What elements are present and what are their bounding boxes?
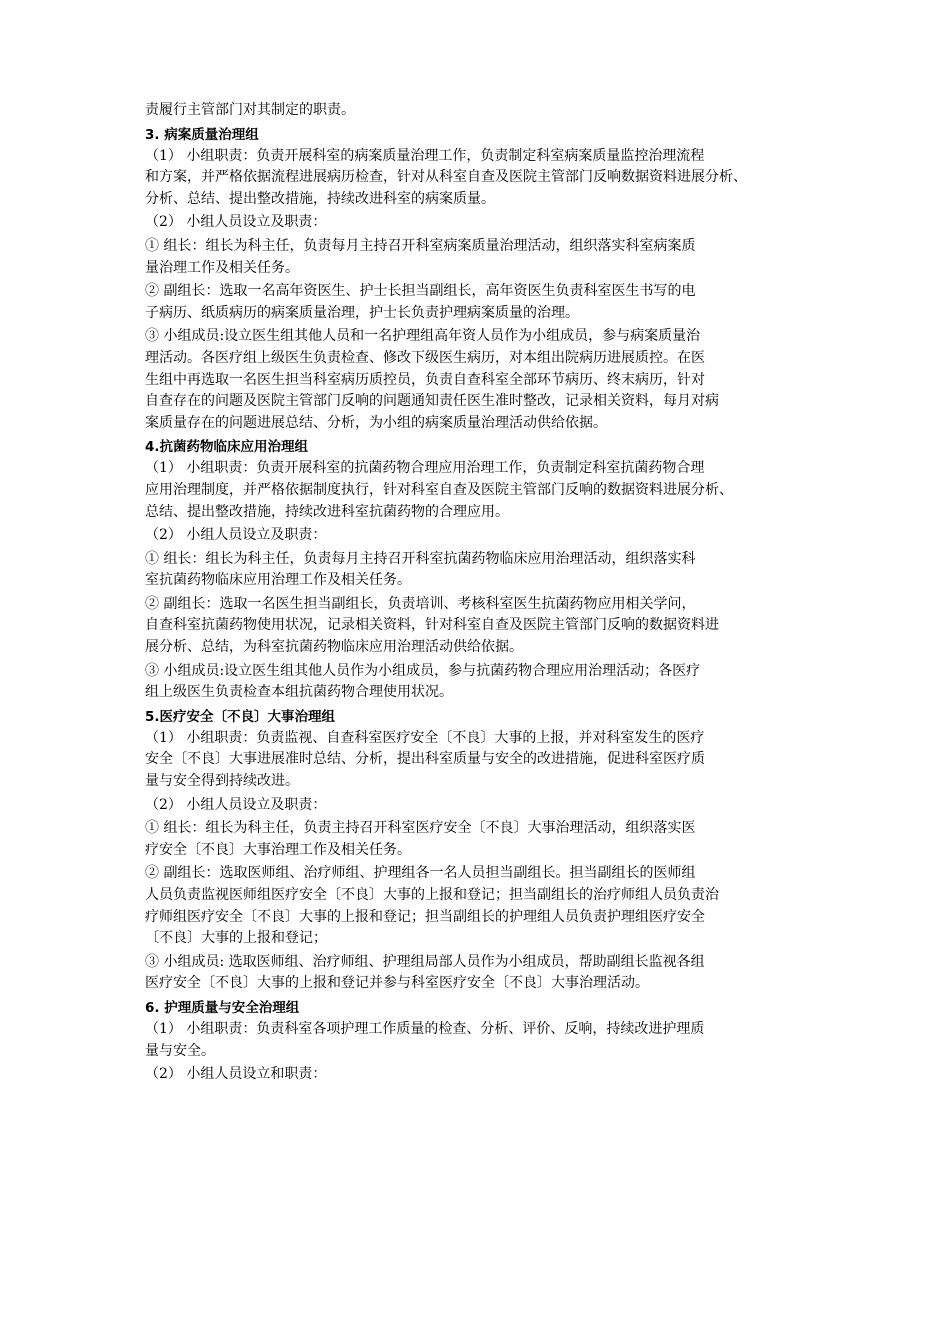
- paragraph: [145, 1019, 815, 1062]
- text-line: 量治理工作及相关任务。: [145, 259, 299, 276]
- text-line: （2） 小组人员设立及职责：: [145, 796, 327, 813]
- section: [145, 436, 815, 704]
- text-line: 量与安全。: [145, 1042, 215, 1059]
- text-line: （2） 小组人员设立和职责：: [145, 1066, 327, 1083]
- text-line: 自查科室抗菌药物使用状况，记录相关资料，针对科室自查及医院主管部门反响的数据资料进: [145, 617, 719, 634]
- document-body: [145, 100, 815, 1086]
- paragraph: [145, 326, 815, 434]
- section-heading: 4.抗菌药物临床应用治理组: [145, 439, 309, 456]
- text-line: 疗师组医疗安全〔不良〕大事的上报和登记；担当副组长的护理组人员负责护理组医疗安全: [145, 908, 705, 925]
- text-line: 安全〔不良〕大事进展准时总结、分析，提出科室质量与安全的改进措施，促进科室医疗质: [145, 751, 705, 768]
- paragraph: [145, 661, 815, 704]
- paragraph: [145, 818, 815, 861]
- text-line: 量与安全得到持续改进。: [145, 773, 299, 790]
- section: [145, 706, 815, 995]
- paragraph: [145, 146, 815, 211]
- paragraph: [145, 594, 815, 659]
- section: [145, 997, 815, 1086]
- text-line: （2） 小组人员设立及职责：: [145, 214, 327, 231]
- paragraph: [145, 458, 815, 523]
- text-line: ② 副组长：选取一名医生担当副组长，负责培训、考核科室医生抗菌药物应用相关学问，: [145, 595, 696, 612]
- text-line: ① 组长：组长为科主任，负责每月主持召开科室抗菌药物临床应用治理活动，组织落实科: [145, 550, 696, 567]
- text-line: （1） 小组职责：负责开展科室的抗菌药物合理应用治理工作，负责制定科室抗菌药物合理: [145, 460, 705, 477]
- paragraph: [145, 952, 815, 995]
- text-line: 人员负责监视医师组医疗安全〔不良〕大事的上报和登记；担当副组长的治疗师组人员负责治: [145, 887, 719, 903]
- paragraph: [145, 236, 815, 279]
- text-line: 和方案，并严格依据流程进展病历检查，针对从科室自查及医院主管部门反响数据资料进展分析、: [145, 169, 747, 186]
- text-line: ① 组长：组长为科主任，负责每月主持召开科室病案质量治理活动，组织落实科室病案质: [145, 237, 696, 254]
- text-line: 生组中再选取一名医生担当科室病历质控员，负责自查科室全部环节病历、终末病历，针对: [145, 371, 705, 388]
- text-line: ② 副组长：选取医师组、治疗师组、护理组各一名人员担当副组长。担当副组长的医师组: [145, 865, 696, 882]
- text-line: ① 组长：组长为科主任，负责主持召开科室医疗安全〔不良〕大事治理活动，组织落实医: [145, 820, 696, 837]
- text-line: 理活动。各医疗组上级医生负责检查、修改下级医生病历，对本组出院病历进展质控。在医: [145, 349, 705, 366]
- paragraph: [145, 795, 815, 817]
- text-line: 医疗安全〔不良〕大事的上报和登记并参与科室医疗安全〔不良〕大事治理活动。: [145, 975, 649, 992]
- text-line: （1） 小组职责：负责科室各项护理工作质量的检查、分析、评价、反响，持续改进护理质: [145, 1020, 705, 1037]
- section-heading: 3. 病案质量治理组: [145, 126, 259, 143]
- text-line: 自查存在的问题及医院主管部门反响的问题通知责任医生准时整改，记录相关资料，每月对病: [145, 393, 719, 410]
- text-line: 疗安全〔不良〕大事治理工作及相关任务。: [145, 841, 411, 858]
- text-line: 责履行主管部门对其制定的职责。: [145, 102, 355, 118]
- text-line: （1） 小组职责：负责开展科室的病案质量治理工作，负责制定科室病案质量监控治理流程: [145, 147, 705, 164]
- paragraph: [145, 728, 815, 793]
- text-line: 室抗菌药物临床应用治理工作及相关任务。: [145, 572, 411, 589]
- text-line: ③ 小组成员: 选取医师组、治疗师组、护理组局部人员作为小组成员，帮助副组长监视各组: [145, 953, 705, 970]
- text-line: ③ 小组成员:设立医生组其他人员作为小组成员，参与抗菌药物合理应用治理活动；各医疗: [145, 662, 701, 679]
- paragraph: [145, 1064, 815, 1086]
- text-line: 〔不良〕大事的上报和登记；: [145, 930, 327, 947]
- paragraph: [145, 549, 815, 592]
- text-line: 应用治理制度，并严格依据制度执行，针对科室自查及医院主管部门反响的数据资料进展分析、: [145, 481, 733, 498]
- section-heading: 5.医疗安全〔不良〕大事治理组: [145, 708, 336, 725]
- paragraph: [145, 212, 815, 234]
- text-line: （2） 小组人员设立及职责：: [145, 527, 327, 544]
- text-line: （1） 小组职责：负责监视、自查科室医疗安全〔不良〕大事的上报，并对科室发生的医疗: [145, 729, 705, 746]
- text-line: 子病历、纸质病历的病案质量治理，护士长负责护理病案质量的治理。: [145, 304, 579, 321]
- document-page: [145, 100, 815, 1088]
- text-line: ③ 小组成员:设立医生组其他人员和一名护理组高年资人员作为小组成员，参与病案质量治: [145, 328, 701, 345]
- text-line: ② 副组长：选取一名高年资医生、护士长担当副组长，高年资医生负责科室医生书写的电: [145, 283, 696, 300]
- section: [145, 124, 815, 435]
- paragraph: [145, 863, 815, 949]
- text-line: 分析、总结、提出整改措施，持续改进科室的病案质量。: [145, 190, 495, 207]
- paragraph: [145, 281, 815, 324]
- text-line: 总结、提出整改措施，持续改进科室抗菌药物的合理应用。: [145, 503, 509, 520]
- text-line: 组上级医生负责检查本组抗菌药物合理使用状况。: [145, 684, 453, 701]
- text-line: 案质量存在的问题进展总结、分析，为小组的病案质量治理活动供给依据。: [145, 414, 607, 431]
- intro-paragraph: [145, 100, 815, 122]
- paragraph: [145, 525, 815, 547]
- section-heading: 6. 护理质量与安全治理组: [145, 999, 300, 1016]
- text-line: 展分析、总结，为科室抗菌药物临床应用治理活动供给依据。: [145, 639, 523, 656]
